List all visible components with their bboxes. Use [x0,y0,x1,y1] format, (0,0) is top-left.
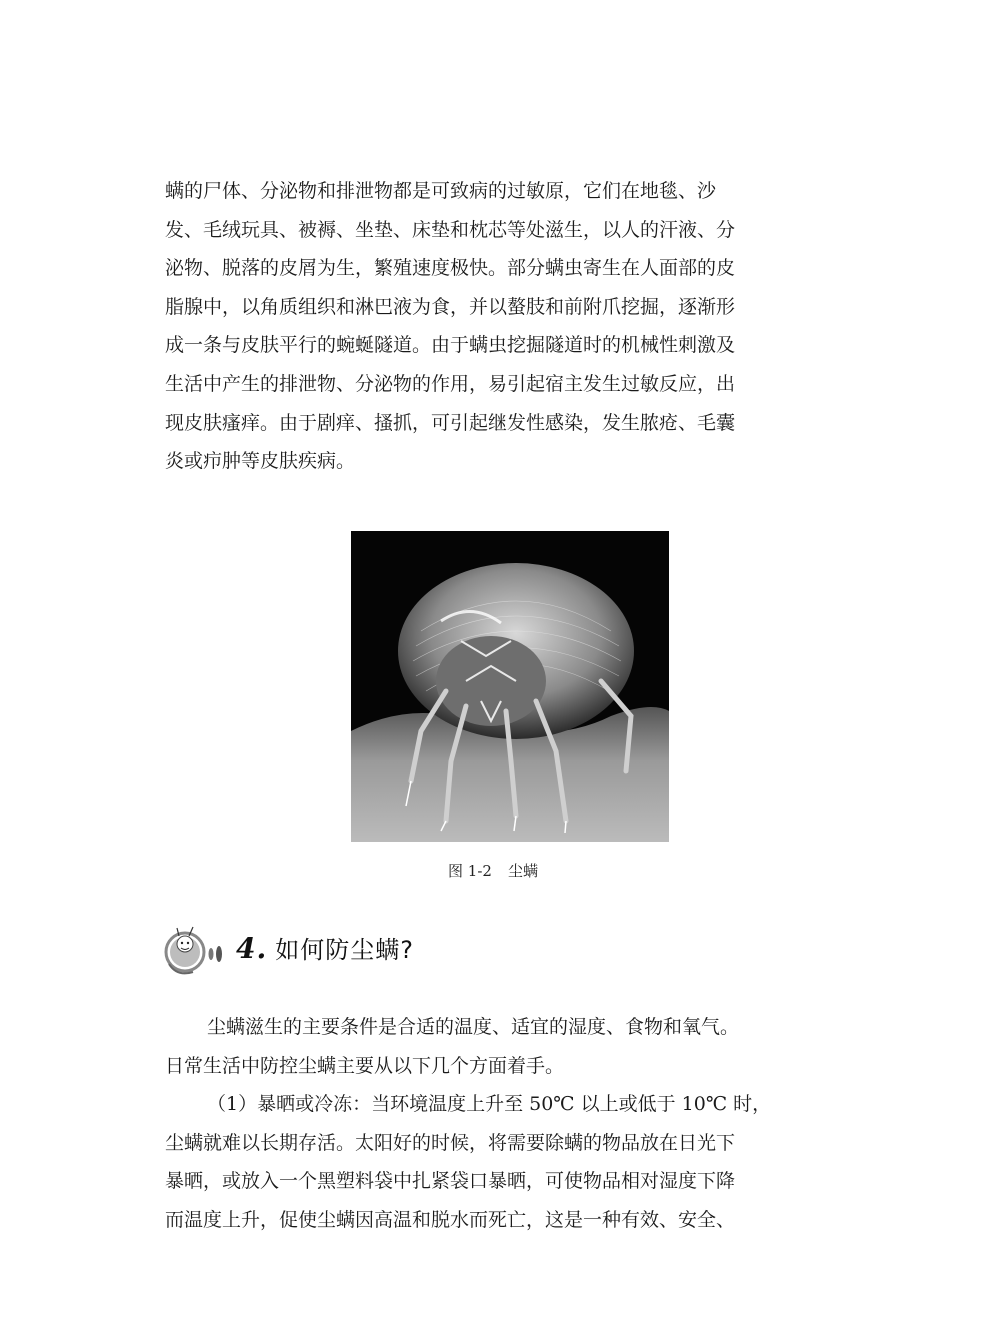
body-paragraph-1 [165,1008,855,1085]
figure-title: 尘螨 [507,862,538,880]
text-line: 炎或疖肿等皮肤疾病。 [165,450,356,473]
text-line: 泌物、脱落的皮屑为生，繁殖速度极快。部分螨虫寄生在人面部的皮 [165,257,736,280]
text-line: 而温度上升，促使尘螨因高温和脱水而死亡，这是一种有效、安全、 [165,1208,736,1231]
text-line: 螨的尸体、分泌物和排泄物都是可致病的过敏原，它们在地毯、沙 [165,180,717,202]
figure-number: 图 1-2 [448,862,492,880]
cartoon-character-icon [163,922,233,978]
figure-caption [0,860,986,881]
text-line: 现皮肤瘙痒。由于剧痒、搔抓，可引起继发性感染，发生脓疮、毛囊 [165,411,736,434]
text-line: 生活中产生的排泄物、分泌物的作用，易引起宿主发生过敏反应，出 [165,372,736,395]
dust-mite-photo [351,531,669,842]
body-paragraph-2 [165,1085,855,1239]
section-number: 4. [236,932,268,965]
section-heading [236,930,414,965]
text-line: （1）暴晒或冷冻：当环境温度上升至 50℃ 以上或低于 10℃ 时， [207,1093,772,1115]
text-line: 成一条与皮肤平行的蜿蜒隧道。由于螨虫挖掘隧道时的机械性刺激及 [165,334,736,357]
intro-paragraph [165,172,855,481]
text-line: 脂腺中，以角质组织和淋巴液为食，并以螯肢和前附爪挖掘，逐渐形 [165,295,736,318]
text-line: 尘螨就难以长期存活。太阳好的时候，将需要除螨的物品放在日光下 [165,1131,736,1154]
section-title: 如何防尘螨? [275,936,414,964]
text-line: 日常生活中防控尘螨主要从以下几个方面着手。 [165,1054,565,1077]
text-line: 暴晒，或放入一个黑塑料袋中扎紧袋口暴晒，可使物品相对湿度下降 [165,1170,736,1193]
text-line: 发、毛绒玩具、被褥、坐垫、床垫和枕芯等处滋生，以人的汗液、分 [165,218,736,241]
text-line: 尘螨滋生的主要条件是合适的温度、适宜的湿度、食物和氧气。 [207,1016,740,1038]
